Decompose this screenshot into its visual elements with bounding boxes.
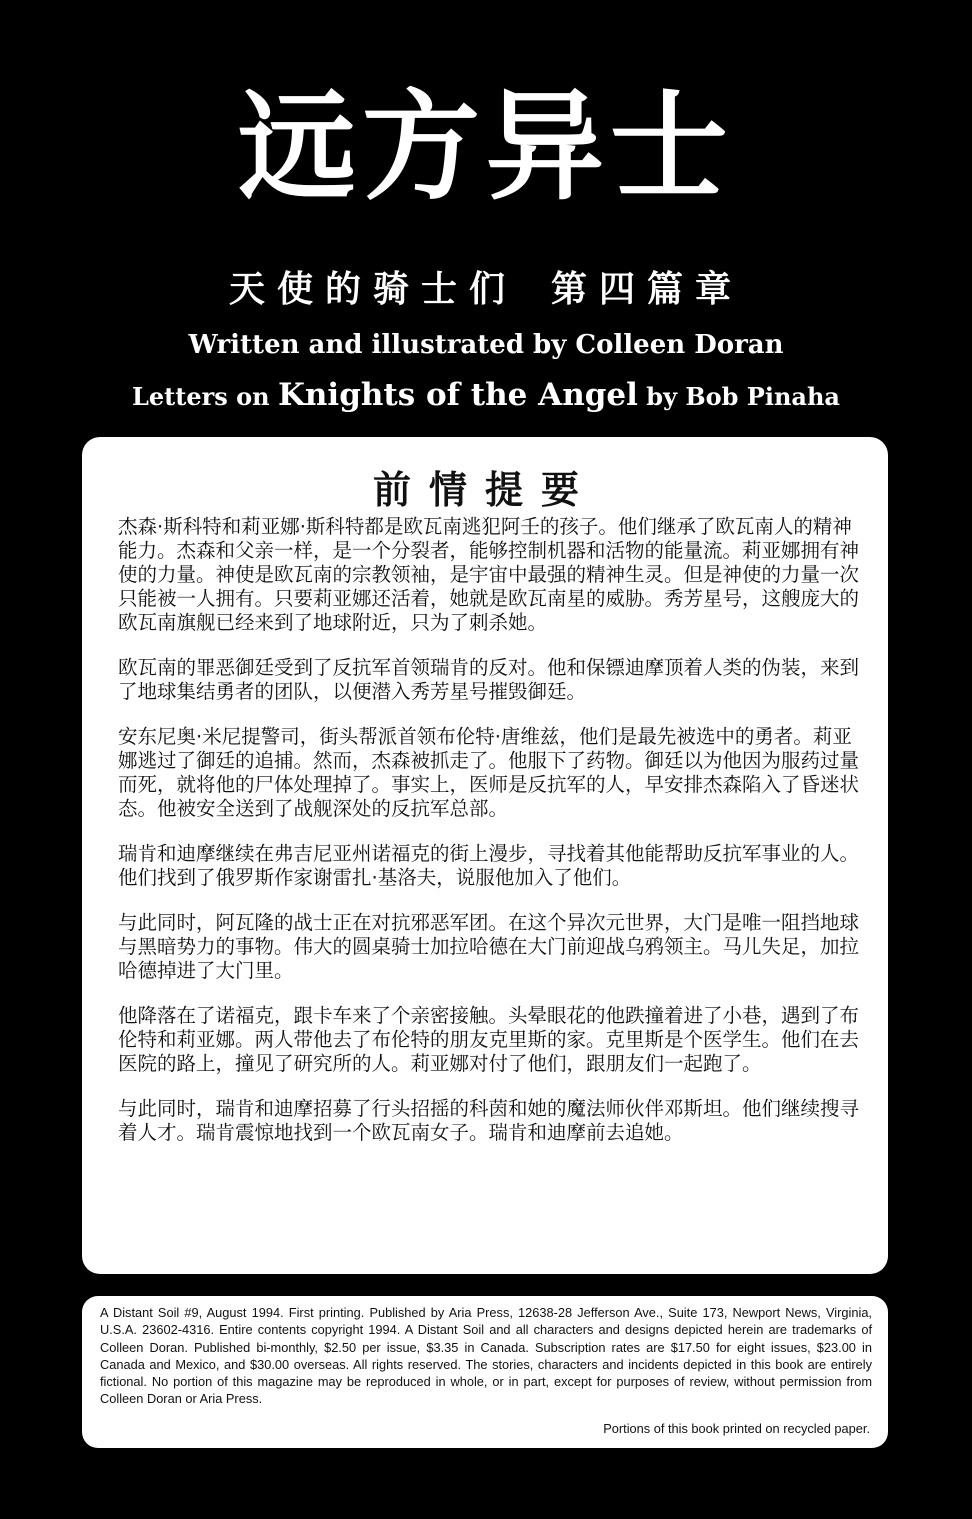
legal-panel — [82, 1296, 888, 1448]
credit-letterer-prefix: Letters on — [132, 382, 270, 411]
subtitle-story: 天使的骑士们 — [228, 269, 517, 310]
legal-notice: A Distant Soil #9, August 1994. First printing. Published by Aria Press, 12638-28 Jefferson Ave., Suite 173, Newport News, Virginia, U.S.A. 23602-4316. Entire contents copyright 1994. A Distant Soil and all characters and designs depicted herein are trademarks of Colleen Doran. Published bi-monthly, $2.50 per issue, $3.35 in Canada. Subscription rates are $17.50 for eight issues, $23.00 in Canada and Mexico, and $30.00 overseas. All rights reserved. The stories, characters and incidents depicted in this book are entirely fictional. No portion of this magazine may be reproduced in whole, or in part, except for purposes of review, without permission from Colleen Doran or Aria Press. — [100, 1305, 872, 1407]
synopsis-paragraph: 与此同时，瑞肯和迪摩招募了行头招摇的科茵和她的魔法师伙伴邓斯坦。他们继续搜寻着人才。瑞肯震惊地找到一个欧瓦南女子。瑞肯和迪摩前去追她。 — [118, 1097, 860, 1144]
synopsis-heading: 前情提要 — [372, 468, 597, 512]
synopsis-panel — [82, 437, 888, 1274]
synopsis-body — [118, 515, 864, 1166]
credit-story-title: Knights of the Angel — [277, 377, 638, 413]
synopsis-paragraph: 与此同时，阿瓦隆的战士正在对抗邪恶军团。在这个异次元世界，大门是唯一阻挡地球与黑暗势力的事物。伟大的圆桌骑士加拉哈德在大门前迎战乌鸦领主。马儿失足，加拉哈德掉进了大门里。 — [118, 911, 860, 982]
page-title: 远方异士 — [237, 77, 734, 216]
synopsis-paragraph: 杰森·斯科特和莉亚娜·斯科特都是欧瓦南逃犯阿壬的孩子。他们继承了欧瓦南人的精神能力。杰森和父亲一样，是一个分裂者，能够控制机器和活物的能量流。莉亚娜拥有神使的力量。神使是欧瓦南的宗教领袖，是宇宙中最强的精神生灵。但是神使的力量一次只能被一人拥有。只要莉亚娜还活着，她就是欧瓦南星的威胁。秀芳星号，这艘庞大的欧瓦南旗舰已经来到了地球附近，只为了刺杀她。 — [118, 515, 860, 634]
credit-letterer — [0, 377, 972, 414]
subtitle-chapter: 第四篇章 — [551, 269, 744, 310]
credit-author: Written and illustrated by Colleen Doran — [188, 330, 784, 360]
credit-letterer-suffix: by Bob Pinaha — [646, 382, 840, 411]
synopsis-paragraph: 他降落在了诺福克，跟卡车来了个亲密接触。头晕眼花的他跌撞着进了小巷，遇到了布伦特和莉亚娜。两人带他去了布伦特的朋友克里斯的家。克里斯是个医学生。他们在去医院的路上，撞见了研究所的人。莉亚娜对付了他们，跟朋友们一起跑了。 — [118, 1004, 860, 1075]
recycled-paper-note: Portions of this book printed on recycled paper. — [603, 1421, 870, 1436]
synopsis-paragraph: 瑞肯和迪摩继续在弗吉尼亚州诺福克的街上漫步，寻找着其他能帮助反抗军事业的人。他们找到了俄罗斯作家谢雷扎·基洛夫，说服他加入了他们。 — [118, 842, 860, 889]
subtitle — [0, 269, 972, 310]
synopsis-paragraph: 安东尼奥·米尼提警司，街头帮派首领布伦特·唐维兹，他们是最先被选中的勇者。莉亚娜逃过了御廷的追捕。然而，杰森被抓走了。他服下了药物。御廷以为他因为服药过量而死，就将他的尸体处理掉了。事实上，医师是反抗军的人，早安排杰森陷入了昏迷状态。他被安全送到了战舰深处的反抗军总部。 — [118, 725, 860, 820]
synopsis-paragraph: 欧瓦南的罪恶御廷受到了反抗军首领瑞肯的反对。他和保镖迪摩顶着人类的伪装，来到了地球集结勇者的团队，以便潜入秀芳星号摧毁御廷。 — [118, 656, 860, 703]
